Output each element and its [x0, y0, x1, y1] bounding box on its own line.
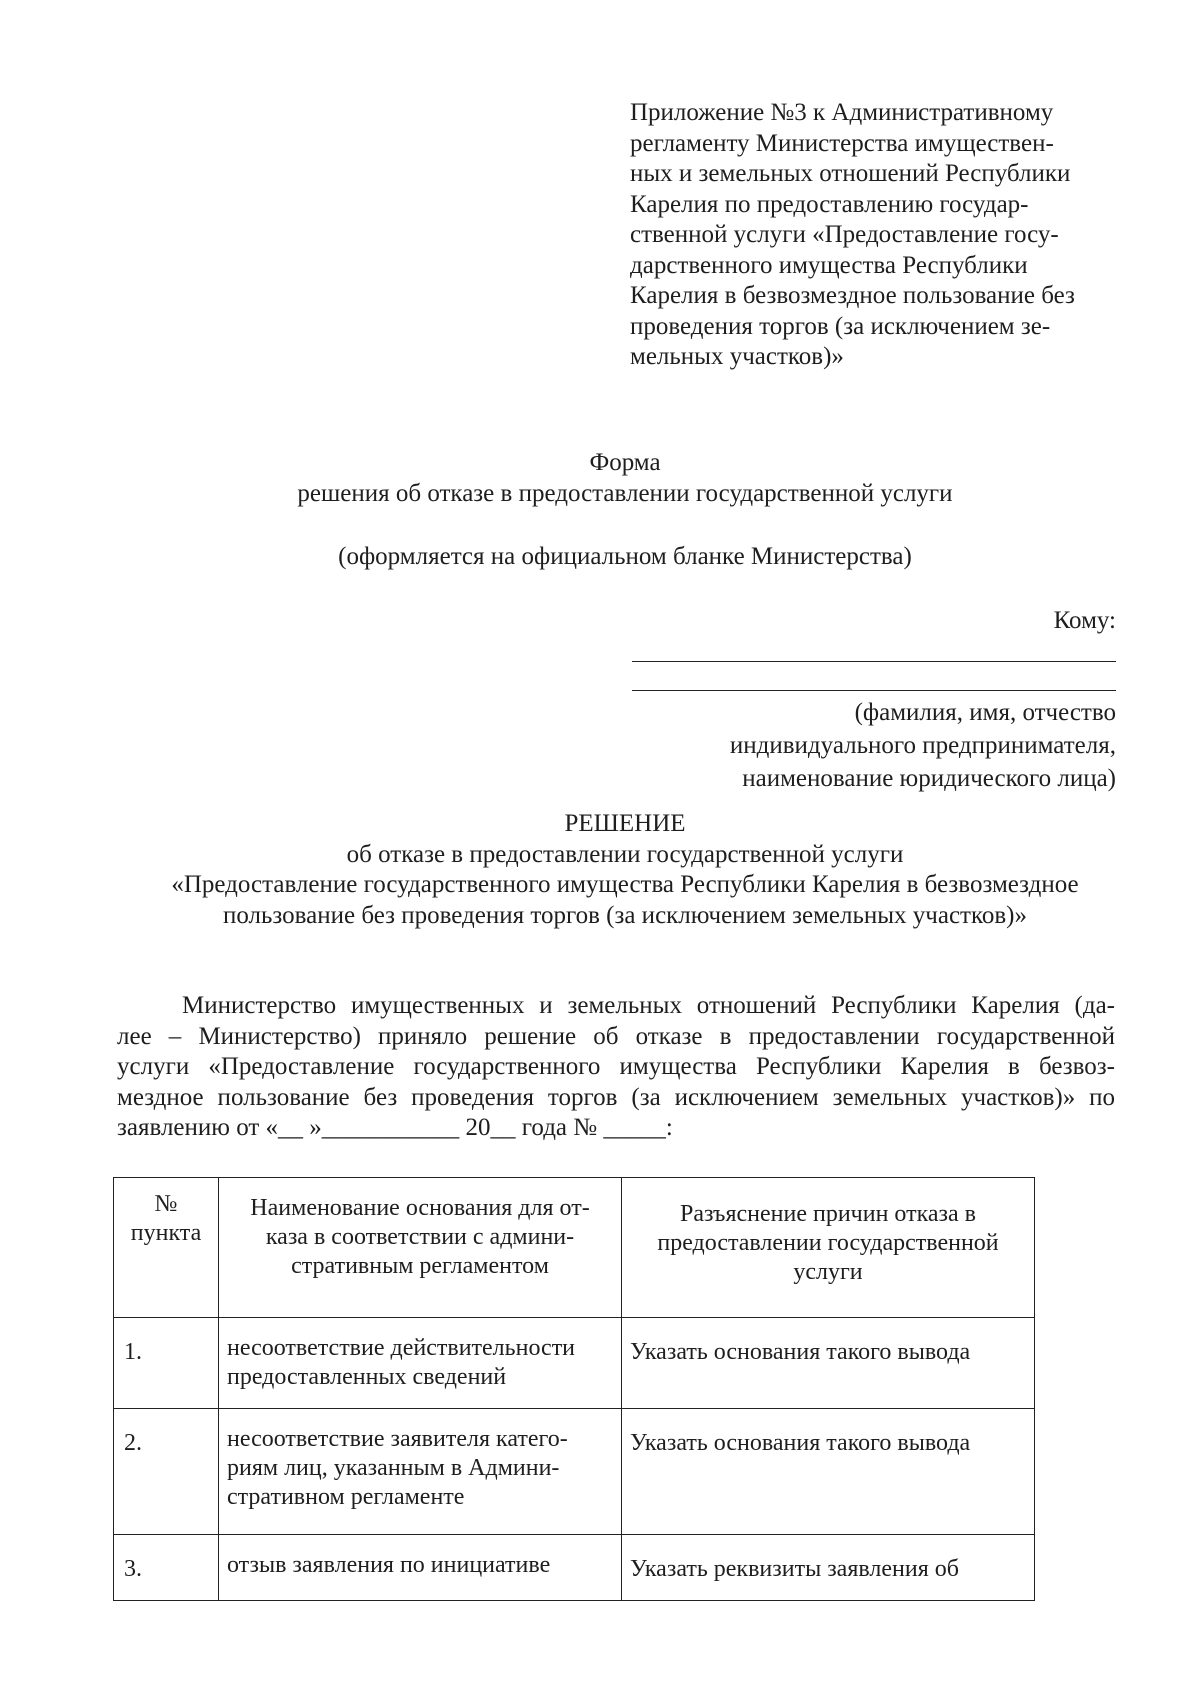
addressee-note-line: наименование юридического лица)	[742, 765, 1116, 792]
appendix-line: Карелия в безвозмездное пользование без	[630, 282, 1075, 309]
header-text: каза в соответствии с админи-	[265, 1224, 575, 1250]
appendix-note	[630, 98, 1100, 373]
header-text: пункта	[130, 1220, 202, 1246]
addressee-blank-line	[632, 690, 1116, 691]
addressee-blank-line	[632, 661, 1116, 662]
cell-text: несоответствие действительности	[227, 1335, 576, 1361]
header-text: №	[154, 1191, 178, 1217]
row-number: 2.	[114, 1409, 219, 1535]
table-row	[114, 1409, 1035, 1535]
row-reason	[219, 1535, 622, 1601]
appendix-line: регламенту Министерства имуществен-	[630, 129, 1054, 157]
header-cell-explanation	[622, 1178, 1035, 1318]
body-line: лее – Министерство) приняло решение об отказе в предоставлении государственной	[117, 1022, 1115, 1050]
addressee-label: Кому:	[1053, 607, 1116, 634]
cell-text: несоответствие заявителя катего-	[227, 1426, 568, 1452]
body-line: услуги «Предоставление государственного имущества Республики Карелия в безвоз-	[117, 1053, 1115, 1080]
body-line: заявлению от «__ »___________ 20__ года № _____:	[117, 1114, 673, 1141]
header-text: стративным регламентом	[291, 1253, 549, 1279]
appendix-line: дарственного имущества Республики	[630, 251, 1028, 279]
header-cell-reason	[219, 1178, 622, 1318]
cell-text: Указать основания такого вывода	[630, 1339, 971, 1365]
cell-text: риям лиц, указанным в Админи-	[227, 1455, 560, 1481]
body-paragraph	[117, 991, 1115, 1144]
row-number: 1.	[114, 1318, 219, 1409]
table-row	[114, 1535, 1035, 1601]
row-explanation	[622, 1318, 1035, 1409]
body-line: мездное пользование без проведения торгов (за исключением земельных участков)» по	[117, 1083, 1115, 1111]
row-reason	[219, 1318, 622, 1409]
cell-text: Указать реквизиты заявления об	[630, 1556, 959, 1582]
row-number: 3.	[114, 1535, 219, 1601]
row-explanation	[622, 1409, 1035, 1535]
header-text: Наименование основания для от-	[250, 1195, 590, 1221]
cell-text: отзыв заявления по инициативе	[227, 1552, 551, 1578]
appendix-line: ственной услуги «Предоставление госу-	[630, 221, 1059, 248]
header-text: предоставлении государственной	[657, 1230, 999, 1256]
table-header-row	[114, 1178, 1035, 1318]
appendix-line: Карелия по предоставлению государ-	[630, 190, 1029, 218]
decision-title: РЕШЕНИЕ	[564, 810, 686, 837]
form-note: (оформляется на официальном бланке Министерства)	[338, 543, 912, 570]
refusal-reasons-table	[113, 1177, 1035, 1601]
decision-line: «Предоставление государственного имущества Республики Карелия в безвозмездное	[171, 871, 1079, 898]
row-explanation	[622, 1535, 1035, 1601]
row-reason	[219, 1409, 622, 1535]
form-subtitle: решения об отказе в предоставлении государственной услуги	[297, 480, 953, 507]
decision-line: пользование без проведения торгов (за исключением земельных участков)»	[222, 901, 1027, 929]
cell-text: Указать основания такого вывода	[630, 1430, 971, 1456]
table-row	[114, 1318, 1035, 1409]
header-text: Разъяснение причин отказа в	[679, 1201, 977, 1227]
appendix-line: ных и земельных отношений Республики	[630, 160, 1071, 187]
header-text: услуги	[793, 1259, 863, 1285]
appendix-line: Приложение №3 к Административному	[630, 99, 1054, 126]
addressee-note-line: индивидуального предпринимателя,	[729, 732, 1116, 759]
form-title: Форма	[589, 449, 661, 476]
decision-heading	[0, 809, 1200, 931]
appendix-line: проведения торгов (за исключением зе-	[630, 312, 1051, 340]
cell-text: стративном регламенте	[227, 1484, 465, 1510]
addressee-note-line: (фамилия, имя, отчество	[854, 699, 1116, 726]
header-cell-number	[114, 1178, 219, 1318]
cell-text: предоставленных сведений	[227, 1364, 507, 1390]
body-line: Министерство имущественных и земельных отношений Республики Карелия (да-	[182, 992, 1115, 1019]
appendix-line: мельных участков)»	[630, 343, 844, 370]
addressee-note	[730, 696, 1116, 795]
decision-line: об отказе в предоставлении государственной услуги	[346, 840, 904, 868]
